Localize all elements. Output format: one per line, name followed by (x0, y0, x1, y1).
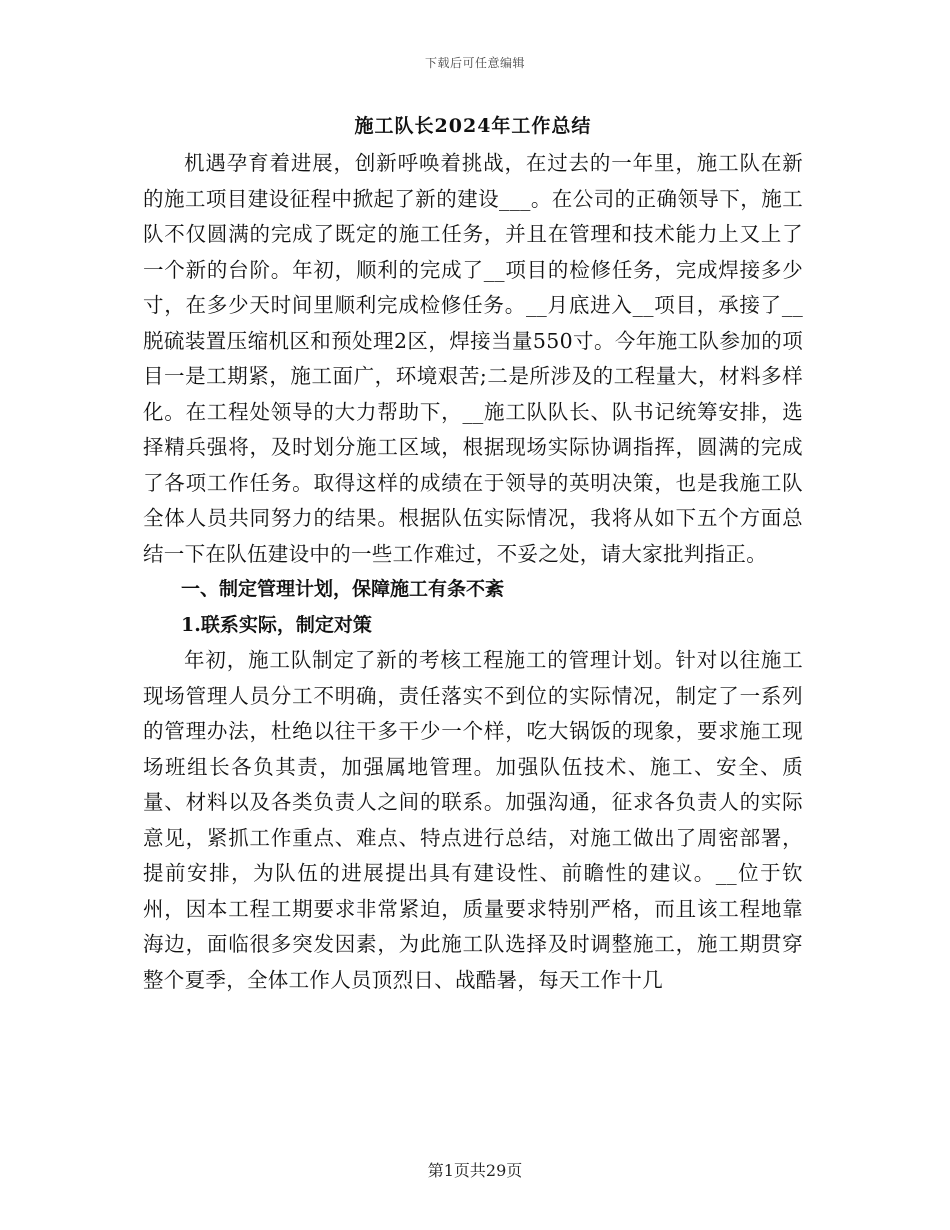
header-note: 下载后可任意编辑 (424, 56, 525, 70)
document-title: 施工队长2024年工作总结 (354, 115, 592, 137)
section-heading: 一、制定管理计划，保障施工有条不紊 (181, 578, 505, 600)
subsection-heading: 1.联系实际，制定对策 (181, 613, 372, 636)
page-number-footer: 第1页共29页 (427, 1161, 523, 1180)
document-body (143, 112, 803, 998)
body-paragraph: 年初，施工队制定了新的考核工程施工的管理计划。针对以往施工现场管理人员分工不明确，责任落实不到位的实际情况，制定了一系列的管理办法，杜绝以往干多干少一个样，吃大锅饭的现象，要求施工现场班组长各负其责，加强属地管理。加强队伍技术、施工、安全、质量、材料以及各类负责人之间的联系。加强沟通，征求各负责人的实际意见，紧抓工作重点、难点、特点进行总结，对施工做出了周密部署，提前安排，为队伍的进展提出具有建设性、前瞻性的建议。__位于钦州，因本工程工期要求非常紧迫，质量要求特别严格，而且该工程地靠海边，面临很多突发因素，为此施工队选择及时调整施工，施工期贯穿整个夏季，全体工作人员顶烈日、战酷暑，每天工作十几 (143, 648, 803, 992)
intro-paragraph: 机遇孕育着进展，创新呼唤着挑战，在过去的一年里，施工队在新的施工项目建设征程中掀起了新的建设___。在公司的正确领导下，施工队不仅圆满的完成了既定的施工任务，并且在管理和技术能力上又上了一个新的台阶。年初，顺利的完成了__项目的检修任务，完成焊接多少寸，在多少天时间里顺利完成检修任务。__月底进入__项目，承接了__脱硫装置压缩机区和预处理2区，焊接当量550寸。今年施工队参加的项目一是工期紧，施工面广，环境艰苦;二是所涉及的工程量大，材料多样化。在工程处领导的大力帮助下，__施工队队长、队书记统筹安排，选择精兵强将，及时划分施工区域，根据现场实际协调指挥，圆满的完成了各项工作任务。取得这样的成绩在于领导的英明决策，也是我施工队全体人员共同努力的结果。根据队伍实际情况，我将从如下五个方面总结一下在队伍建设中的一些工作难过，不妥之处，请大家批判指正。 (143, 151, 803, 566)
